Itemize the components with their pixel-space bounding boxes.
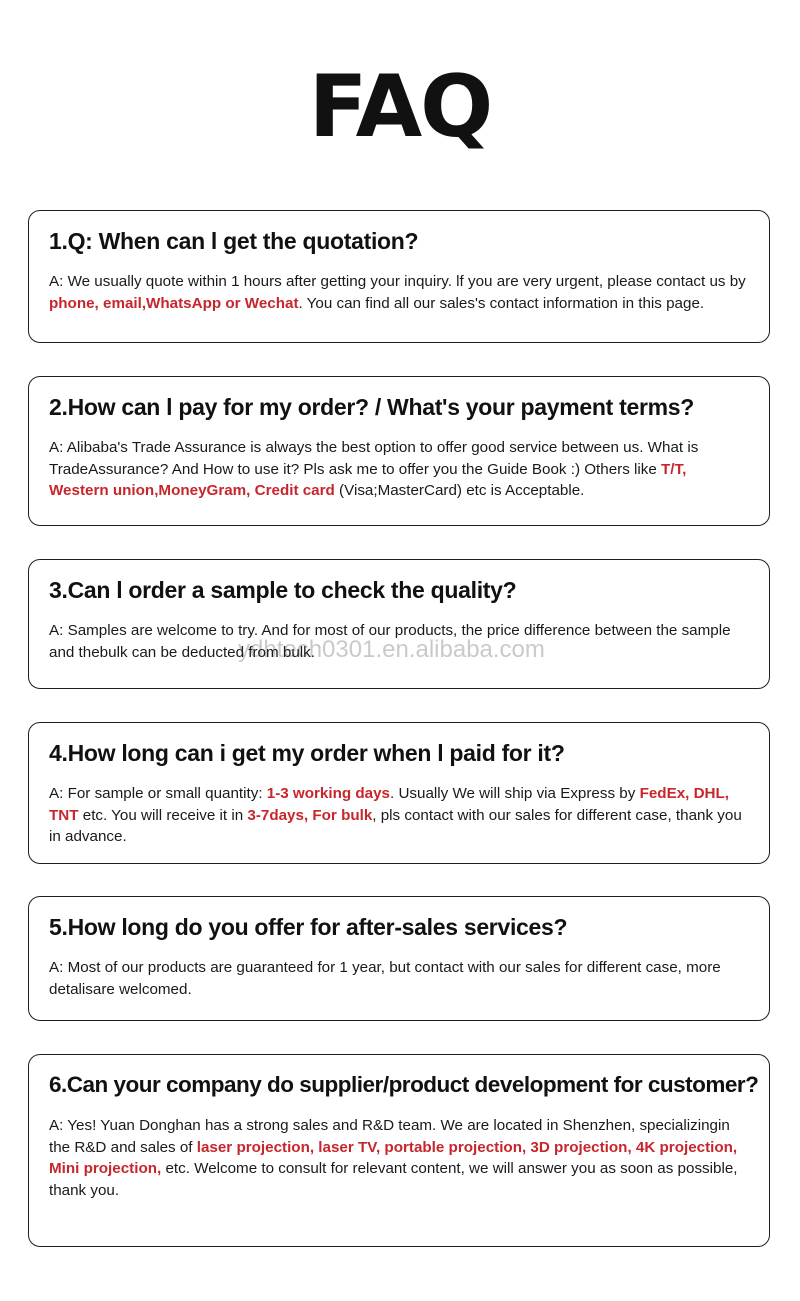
faq-answer-highlight: phone, email,WhatsApp or Wechat: [49, 294, 299, 312]
faq-answer-2: [49, 437, 749, 502]
page-title: FAQ: [308, 57, 492, 157]
faq-answer-text: A: Alibaba's Trade Assurance is always the best option to offer good service between us. What is TradeAssurance? And How to use it? Pls ask me to offer you the Guide Book :) Others like: [49, 439, 699, 478]
faq-answer-text: etc. You will receive it in: [78, 806, 248, 824]
faq-answer-highlight: 3-7days, For bulk: [247, 806, 373, 824]
faq-answer-text: . Usually We will ship via Express by: [390, 785, 640, 802]
faq-answer-text: etc. Welcome to consult for relevant content, we will answer you as soon as possible, thank you.: [49, 1160, 738, 1199]
faq-answer-highlight: T/T, Western union,MoneyGram, Credit card: [49, 460, 687, 499]
faq-answer-1: [49, 271, 749, 314]
faq-question-3: 3.Can l order a sample to check the quality?: [49, 577, 517, 603]
faq-question-2: 2.How can l pay for my order? / What's your payment terms?: [49, 394, 694, 420]
faq-answer-text: . You can find all our sales's contact information in this page.: [298, 294, 705, 312]
faq-answer-text: A: For sample or small quantity:: [49, 785, 267, 802]
faq-question-4: 4.How long can i get my order when l paid for it?: [49, 740, 565, 766]
faq-answer-text: A: We usually quote within 1 hours after getting your inquiry. lf you are very urgent, please contact us by: [49, 273, 746, 290]
faq-answer-text: , pls contact with our sales for different case, thank you in advance.: [49, 806, 742, 845]
faq-answer-4: [49, 783, 749, 848]
faq-card-2: [28, 376, 770, 526]
faq-card-1: [28, 210, 770, 343]
faq-question-1: 1.Q: When can l get the quotation?: [49, 228, 419, 254]
faq-answer-highlight: laser projection, laser TV, portable projection, 3D projection, 4K projection, Mini projection,: [49, 1138, 738, 1177]
faq-card-5: [28, 896, 770, 1021]
faq-answer-3: [49, 620, 749, 663]
faq-answer-text: A: Samples are welcome to try. And for most of our products, the price difference between the sample and thebulk can be deducted from bulk.: [49, 622, 731, 661]
faq-card-3: [28, 559, 770, 689]
faq-answer-highlight: 1-3 working days: [266, 785, 390, 802]
faq-answer-text: A: Yes! Yuan Donghan has a strong sales and R&D team. We are located in Shenzhen, specializingin the R&D and sales of: [49, 1117, 730, 1156]
faq-card-6: [28, 1054, 770, 1247]
faq-answer-6: [49, 1115, 749, 1201]
watermark: ydhtech0301.en.alibaba.com: [238, 636, 545, 663]
faq-answer-text: (Visa;MasterCard) etc is Acceptable.: [334, 482, 585, 499]
faq-question-5: 5.How long do you offer for after-sales services?: [49, 914, 568, 940]
faq-question-6: 6.Can your company do supplier/product development for customer?: [49, 1072, 759, 1097]
faq-answer-5: [49, 957, 749, 1000]
faq-answer-text: A: Most of our products are guaranteed for 1 year, but contact with our sales for different case, more detalisare welcomed.: [49, 959, 721, 998]
faq-answer-highlight: FedEx, DHL, TNT: [49, 785, 730, 824]
faq-card-4: [28, 722, 770, 864]
